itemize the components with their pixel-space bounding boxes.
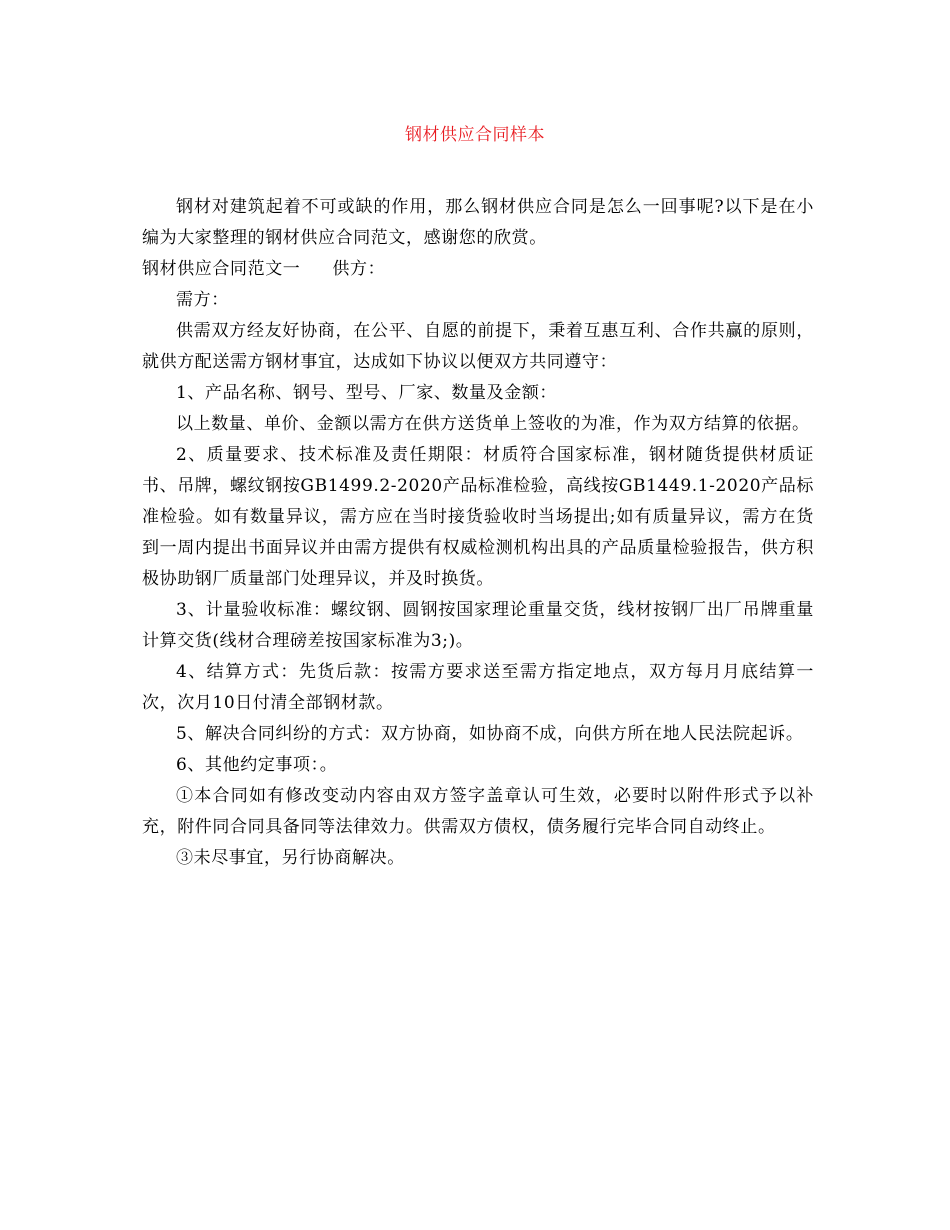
document-title: 钢材供应合同样本	[405, 125, 545, 145]
clause-5: 5、解决合同纠纷的方式：双方协商，如协商不成，向供方所在地人民法院起诉。	[176, 724, 804, 744]
intro-paragraph: 钢材对建筑起着不可或缺的作用，那么钢材供应合同是怎么一回事呢?以下是在小编为大家整理的钢材供应合同范文，感谢您的欣赏。	[142, 197, 814, 248]
sample-heading-line	[142, 254, 814, 285]
clause-6-item-3: ③未尽事宜，另行协商解决。	[176, 848, 405, 868]
buyer-label: 需方：	[176, 290, 229, 310]
clause-3: 3、计量验收标准：螺纹钢、圆钢按国家理论重量交货，线材按钢厂出厂吊牌重量计算交货(线材合理磅差按国家标准为3;)。	[142, 600, 814, 651]
clause-2: 2、质量要求、技术标准及责任期限：材质符合国家标准，钢材随货提供材质证书、吊牌，螺纹钢按GB1499.2-2020产品标准检验，高线按GB1449.1-2020产品标准检验。如有数量异议，需方应在当时接货验收时当场提出;如有质量异议，需方在货到一周内提出书面异议并由需方提供有权威检测机构出具的产品质量检验报告，供方积极协助钢厂质量部门处理异议，并及时换货。	[142, 445, 814, 589]
clause-6: 6、其他约定事项：。	[176, 755, 338, 775]
clause-6-item-1: ①本合同如有修改变动内容由双方签字盖章认可生效，必要时以附件形式予以补充，附件同合同具备同等法律效力。供需双方债权，债务履行完毕合同自动终止。	[142, 786, 814, 837]
clause-4: 4、结算方式：先货后款：按需方要求送至需方指定地点，双方每月月底结算一次，次月10日付清全部钢材款。	[142, 662, 814, 713]
document-body	[142, 192, 814, 874]
preamble-paragraph: 供需双方经友好协商，在公平、自愿的前提下，秉着互惠互利、合作共赢的原则，就供方配送需方钢材事宜，达成如下协议以便双方共同遵守：	[142, 321, 814, 372]
clause-1: 1、产品名称、钢号、型号、厂家、数量及金额：	[176, 383, 558, 403]
supplier-label: 供方：	[332, 259, 386, 279]
sample-heading: 钢材供应合同范文一	[142, 259, 301, 279]
clause-1-note: 以上数量、单价、金额以需方在供方送货单上签收的为准，作为双方结算的依据。	[176, 414, 810, 434]
